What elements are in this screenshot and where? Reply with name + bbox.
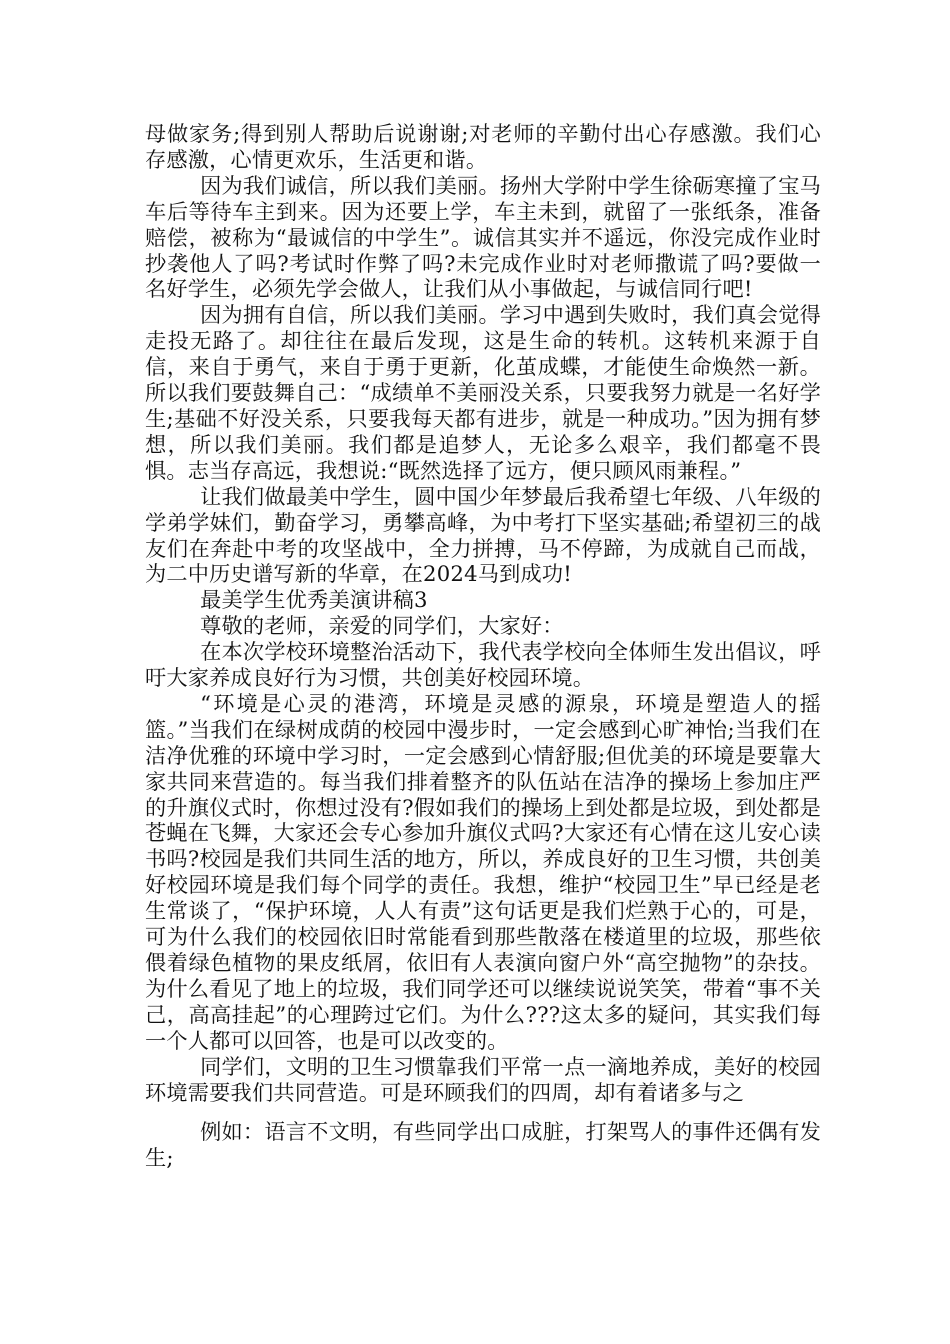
paragraph-environment: “环境是心灵的港湾，环境是灵感的源泉，环境是塑造人的摇篮。”当我们在绿树成荫的校园中漫步时，一定会感到心旷神怡;当我们在洁净优雅的环境中学习时，一定会感到心情舒服;但优美的环境是要靠大家共同来营造的。每当我们排着整齐的队伍站在洁净的操场上参加庄严的升旗仪式时，你想过没有?假如我们的操场上到处都是垃圾，到处都是苍蝇在飞舞，大家还会专心参加升旗仪式吗?大家还有心情在这儿安心读书吗?校园是我们共同生活的地方，所以，养成良好的卫生习惯，共创美好校园环境是我们每个同学的责任。我想，维护“校园卫生”早已经是老生常谈了，“保护环境，人人有责”这句话更是我们烂熟于心的，可是，可为什么我们的校园依旧时常能看到那些散落在楼道里的垃圾，那些依偎着绿色植物的果皮纸屑，依旧有人表演向窗户外“高空抛物”的杂技。为什么看见了地上的垃圾，我们同学还可以继续说说笑笑，带着“事不关己，高高挂起”的心理跨过它们。为什么???这太多的疑问，其实我们每一个人都可以回答，也是可以改变的。 (145, 690, 821, 1053)
document-page (145, 121, 821, 1171)
paragraph-closing: 让我们做最美中学生，圆中国少年梦最后我希望七年级、八年级的学弟学妹们，勤奋学习，勇攀高峰，为中考打下坚实基础;希望初三的战友们在奔赴中考的攻坚战中，全力拼搏，马不停蹄，为成就自己而战，为二中历史谱写新的华章，在2024马到成功! (145, 483, 821, 587)
paragraph-honesty: 因为我们诚信，所以我们美丽。扬州大学附中学生徐砺寒撞了宝马车后等待车主到来。因为还要上学，车主未到，就留了一张纸条，准备赔偿，被称为“最诚信的中学生”。诚信其实并不遥远，你没完成作业时抄袭他人了吗?考试时作弊了吗?未完成作业时对老师撒谎了吗?要做一名好学生，必须先学会做人，让我们从小事做起，与诚信同行吧! (145, 172, 821, 302)
speech-title: 最美学生优秀美演讲稿3 (200, 587, 428, 613)
paragraph-confidence: 因为拥有自信，所以我们美丽。学习中遇到失败时，我们真会觉得走投无路了。却往往在最后发现，这是生命的转机。这转机来源于自信，来自于勇气，来自于勇于更新，化茧成蝶，才能使生命焕然一新。所以我们要鼓舞自己：“成绩单不美丽没关系，只要我努力就是一名好学生;基础不好没关系，只要我每天都有进步，就是一种成功。”因为拥有梦想，所以我们美丽。我们都是追梦人，无论多么艰辛，我们都毫不畏惧。志当存高远，我想说:“既然选择了远方，便只顾风雨兼程。” (145, 302, 821, 483)
paragraph-classmates: 同学们，文明的卫生习惯靠我们平常一点一滴地养成，美好的校园环境需要我们共同营造。可是环顾我们的四周，却有着诸多与之 (145, 1053, 821, 1105)
paragraph-initiative: 在本次学校环境整治活动下，我代表学校向全体师生发出倡议，呼吁大家养成良好行为习惯，共创美好校园环境。 (145, 639, 821, 691)
paragraph-gratitude-end: 母做家务;得到别人帮助后说谢谢;对老师的辛勤付出心存感激。我们心存感激，心情更欢乐，生活更和谐。 (145, 121, 821, 172)
paragraph-example: 例如：语言不文明，有些同学出口成脏，打架骂人的事件还偶有发生; (145, 1119, 821, 1171)
speech-greeting: 尊敬的老师，亲爱的同学们，大家好： (200, 613, 564, 639)
